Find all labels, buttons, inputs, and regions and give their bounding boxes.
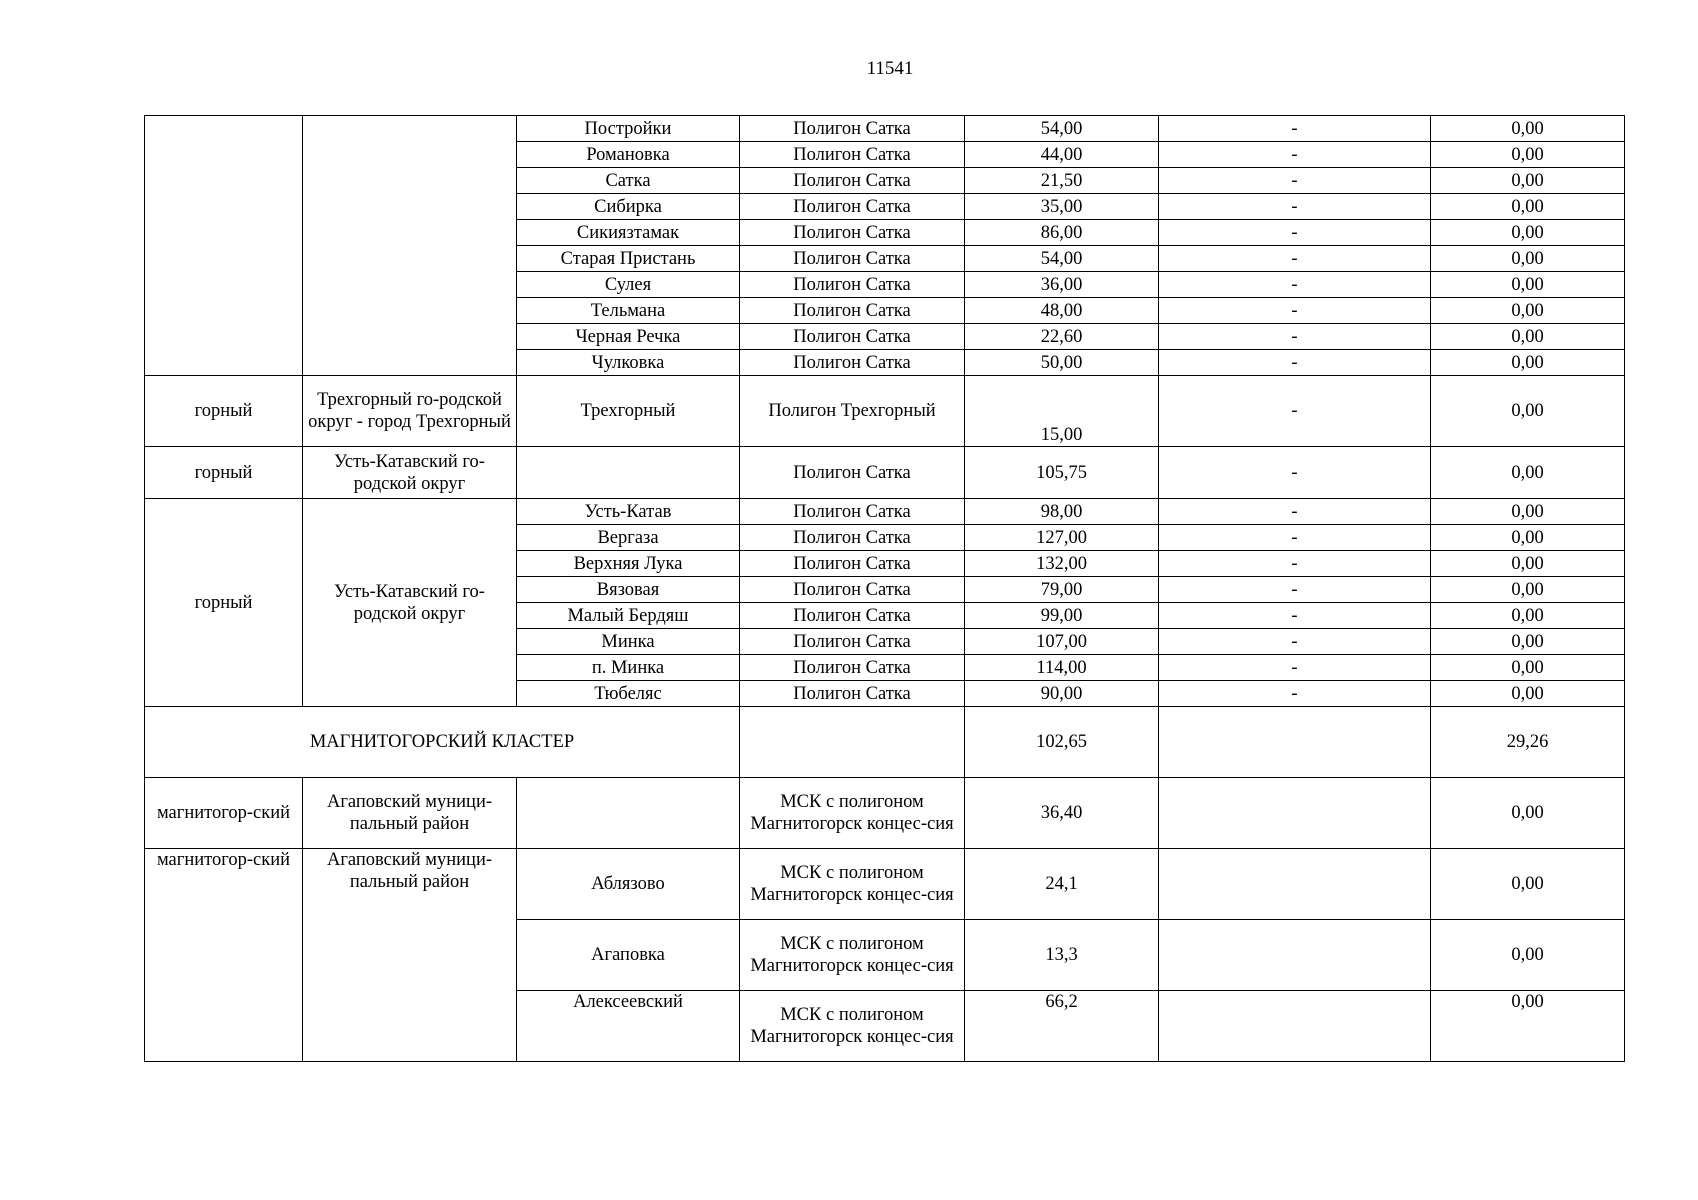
cluster-cell [145, 116, 303, 376]
distance-cell: 36,00 [965, 272, 1159, 298]
facility-cell: Полигон Сатка [740, 168, 965, 194]
data-table [144, 115, 1625, 1062]
settlement-cell: Сибирка [517, 194, 740, 220]
mid-cell: - [1159, 116, 1431, 142]
distance-cell: 90,00 [965, 681, 1159, 707]
table-row [145, 376, 1625, 447]
settlement-cell: Тюбеляс [517, 681, 740, 707]
facility-cell: Полигон Сатка [740, 246, 965, 272]
last-cell: 0,00 [1431, 376, 1625, 447]
last-cell: 0,00 [1431, 272, 1625, 298]
distance-cell: 21,50 [965, 168, 1159, 194]
settlement-cell: Чулковка [517, 350, 740, 376]
settlement-cell: Сулея [517, 272, 740, 298]
cluster-cell: горный [145, 447, 303, 499]
district-cell: Усть-Катавский го-родской округ [303, 447, 517, 499]
distance-cell: 22,60 [965, 324, 1159, 350]
mid-cell: - [1159, 246, 1431, 272]
mid-cell: - [1159, 350, 1431, 376]
cluster-cell: горный [145, 499, 303, 707]
last-cell: 0,00 [1431, 629, 1625, 655]
distance-cell: 114,00 [965, 655, 1159, 681]
mid-cell: - [1159, 447, 1431, 499]
settlement-cell: Верхняя Лука [517, 551, 740, 577]
distance-cell: 13,3 [965, 920, 1159, 991]
facility-cell: Полигон Сатка [740, 681, 965, 707]
facility-cell: МСК с полигоном Магнитогорск концес-сия [740, 991, 965, 1062]
last-cell: 0,00 [1431, 194, 1625, 220]
last-cell: 0,00 [1431, 655, 1625, 681]
last-cell: 0,00 [1431, 324, 1625, 350]
table-row [145, 499, 1625, 525]
settlement-cell: Сатка [517, 168, 740, 194]
last-cell: 0,00 [1431, 168, 1625, 194]
mid-cell: - [1159, 603, 1431, 629]
mid-cell [1159, 707, 1431, 778]
distance-cell: 98,00 [965, 499, 1159, 525]
settlement-cell: п. Минка [517, 655, 740, 681]
facility-cell: Полигон Сатка [740, 142, 965, 168]
mid-cell [1159, 920, 1431, 991]
facility-cell: Полигон Сатка [740, 525, 965, 551]
settlement-cell: Алексеевский [517, 991, 740, 1062]
settlement-cell: Малый Бердяш [517, 603, 740, 629]
facility-cell: Полигон Сатка [740, 272, 965, 298]
last-cell: 0,00 [1431, 920, 1625, 991]
district-cell: Агаповский муници-пальный район [303, 849, 517, 1062]
settlement-cell: Вязовая [517, 577, 740, 603]
facility-cell: Полигон Сатка [740, 220, 965, 246]
distance-cell: 86,00 [965, 220, 1159, 246]
facility-cell: Полигон Сатка [740, 577, 965, 603]
last-cell: 0,00 [1431, 849, 1625, 920]
mid-cell: - [1159, 376, 1431, 447]
facility-cell [740, 707, 965, 778]
mid-cell [1159, 849, 1431, 920]
distance-cell: 54,00 [965, 246, 1159, 272]
settlement-cell: Тельмана [517, 298, 740, 324]
table-row [145, 778, 1625, 849]
settlement-cell: Сикиязтамак [517, 220, 740, 246]
settlement-cell: Минка [517, 629, 740, 655]
distance-cell: 107,00 [965, 629, 1159, 655]
last-cell: 0,00 [1431, 577, 1625, 603]
last-cell: 0,00 [1431, 551, 1625, 577]
settlement-cell: Агаповка [517, 920, 740, 991]
facility-cell: Полигон Сатка [740, 350, 965, 376]
mid-cell: - [1159, 324, 1431, 350]
last-cell: 0,00 [1431, 220, 1625, 246]
mid-cell [1159, 778, 1431, 849]
facility-cell: Полигон Сатка [740, 447, 965, 499]
facility-cell: МСК с полигоном Магнитогорск концес-сия [740, 778, 965, 849]
table-row [145, 447, 1625, 499]
last-cell: 0,00 [1431, 350, 1625, 376]
district-cell: Агаповский муници-пальный район [303, 778, 517, 849]
settlement-cell: Черная Речка [517, 324, 740, 350]
mid-cell [1159, 991, 1431, 1062]
last-cell: 29,26 [1431, 707, 1625, 778]
settlement-cell: Трехгорный [517, 376, 740, 447]
district-cell: Усть-Катавский го-родской округ [303, 499, 517, 707]
district-cell: Трехгорный го-родской округ - город Трехгорный [303, 376, 517, 447]
mid-cell: - [1159, 629, 1431, 655]
distance-cell: 127,00 [965, 525, 1159, 551]
mid-cell: - [1159, 499, 1431, 525]
distance-cell: 24,1 [965, 849, 1159, 920]
facility-cell: Полигон Сатка [740, 551, 965, 577]
cluster-cell: магнитогор-ский [145, 778, 303, 849]
page-number: 11541 [866, 58, 914, 79]
settlement-cell: Аблязово [517, 849, 740, 920]
settlement-cell: Старая Пристань [517, 246, 740, 272]
cluster-header-row [145, 707, 1625, 778]
distance-cell: 79,00 [965, 577, 1159, 603]
last-cell: 0,00 [1431, 991, 1625, 1062]
distance-cell: 44,00 [965, 142, 1159, 168]
distance-cell: 36,40 [965, 778, 1159, 849]
last-cell: 0,00 [1431, 681, 1625, 707]
mid-cell: - [1159, 194, 1431, 220]
mid-cell: - [1159, 142, 1431, 168]
facility-cell: Полигон Сатка [740, 298, 965, 324]
distance-cell: 48,00 [965, 298, 1159, 324]
settlement-cell: Вергаза [517, 525, 740, 551]
distance-cell: 35,00 [965, 194, 1159, 220]
last-cell: 0,00 [1431, 298, 1625, 324]
last-cell: 0,00 [1431, 525, 1625, 551]
distance-cell: 99,00 [965, 603, 1159, 629]
table-row [145, 849, 1625, 920]
last-cell: 0,00 [1431, 603, 1625, 629]
district-cell [303, 116, 517, 376]
facility-cell: Полигон Сатка [740, 324, 965, 350]
mid-cell: - [1159, 577, 1431, 603]
cluster-cell: горный [145, 376, 303, 447]
settlement-cell: Романовка [517, 142, 740, 168]
last-cell: 0,00 [1431, 447, 1625, 499]
last-cell: 0,00 [1431, 142, 1625, 168]
facility-cell: МСК с полигоном Магнитогорск концес-сия [740, 849, 965, 920]
settlement-cell [517, 778, 740, 849]
settlement-cell: Постройки [517, 116, 740, 142]
distance-cell: 66,2 [965, 991, 1159, 1062]
settlement-cell [517, 447, 740, 499]
last-cell: 0,00 [1431, 499, 1625, 525]
mid-cell: - [1159, 655, 1431, 681]
settlement-cell: Усть-Катав [517, 499, 740, 525]
distance-cell: 54,00 [965, 116, 1159, 142]
distance-cell: 102,65 [965, 707, 1159, 778]
mid-cell: - [1159, 298, 1431, 324]
mid-cell: - [1159, 168, 1431, 194]
facility-cell: Полигон Сатка [740, 116, 965, 142]
table-row [145, 116, 1625, 142]
cluster-title: МАГНИТОГОРСКИЙ КЛАСТЕР [145, 707, 740, 778]
last-cell: 0,00 [1431, 778, 1625, 849]
distance-cell: 50,00 [965, 350, 1159, 376]
facility-cell: МСК с полигоном Магнитогорск концес-сия [740, 920, 965, 991]
last-cell: 0,00 [1431, 246, 1625, 272]
mid-cell: - [1159, 272, 1431, 298]
last-cell: 0,00 [1431, 116, 1625, 142]
mid-cell: - [1159, 525, 1431, 551]
facility-cell: Полигон Трехгорный [740, 376, 965, 447]
distance-cell: 132,00 [965, 551, 1159, 577]
distance-cell: 15,00 [965, 376, 1159, 447]
facility-cell: Полигон Сатка [740, 629, 965, 655]
distance-cell: 105,75 [965, 447, 1159, 499]
mid-cell: - [1159, 220, 1431, 246]
cluster-cell: магнитогор-ский [145, 849, 303, 1062]
mid-cell: - [1159, 681, 1431, 707]
facility-cell: Полигон Сатка [740, 194, 965, 220]
facility-cell: Полигон Сатка [740, 655, 965, 681]
facility-cell: Полигон Сатка [740, 499, 965, 525]
facility-cell: Полигон Сатка [740, 603, 965, 629]
mid-cell: - [1159, 551, 1431, 577]
